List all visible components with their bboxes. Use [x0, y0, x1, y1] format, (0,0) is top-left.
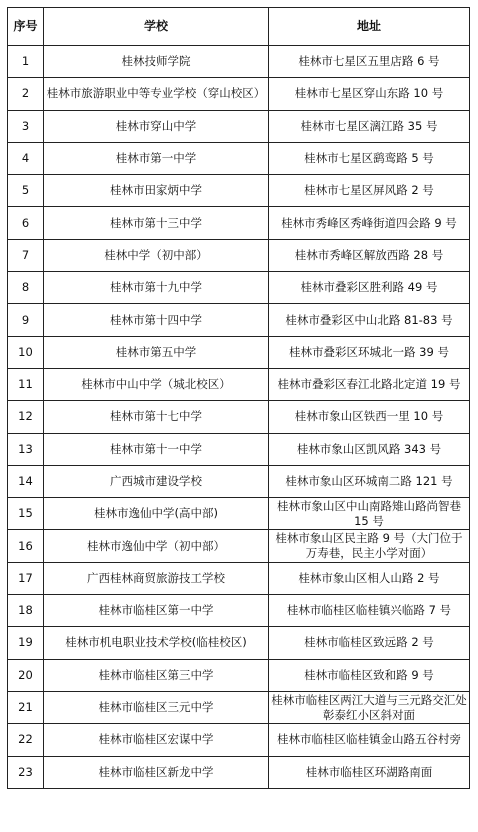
row-index: 14: [8, 465, 44, 497]
row-index: 6: [8, 207, 44, 239]
header-index: 序号: [8, 8, 44, 46]
table-row: [8, 272, 470, 304]
school-address: 桂林市秀峰区解放西路 28 号: [269, 239, 470, 271]
header-row: [8, 8, 470, 46]
row-index: 4: [8, 142, 44, 174]
school-name: 桂林中学（初中部）: [44, 239, 269, 271]
school-name: 桂林市第一中学: [44, 142, 269, 174]
school-address: 桂林市象山区凯风路 343 号: [269, 433, 470, 465]
table-row: [8, 433, 470, 465]
school-address: 桂林市临桂区临桂镇金山路五谷村旁: [269, 724, 470, 756]
row-index: 20: [8, 659, 44, 691]
table-row: [8, 691, 470, 723]
table-row: [8, 175, 470, 207]
school-name: 桂林市逸仙中学（初中部）: [44, 530, 269, 562]
school-address: 桂林市七星区穿山东路 10 号: [269, 78, 470, 110]
table-row: [8, 595, 470, 627]
school-name: 桂林市临桂区三元中学: [44, 691, 269, 723]
row-index: 9: [8, 304, 44, 336]
school-address: 桂林市临桂区致和路 9 号: [269, 659, 470, 691]
table-row: [8, 659, 470, 691]
school-name: 桂林市逸仙中学(高中部): [44, 498, 269, 530]
row-index: 17: [8, 562, 44, 594]
row-index: 15: [8, 498, 44, 530]
header-school: 学校: [44, 8, 269, 46]
row-index: 12: [8, 401, 44, 433]
school-name: 广西桂林商贸旅游技工学校: [44, 562, 269, 594]
school-name: 桂林市第十九中学: [44, 272, 269, 304]
school-address: 桂林市象山区中山南路雉山路尚智巷 15 号: [269, 498, 470, 530]
school-address: 桂林市象山区环城南二路 121 号: [269, 465, 470, 497]
school-address: 桂林市七星区鹞鸾路 5 号: [269, 142, 470, 174]
row-index: 8: [8, 272, 44, 304]
header-address: 地址: [269, 8, 470, 46]
table-row: [8, 530, 470, 562]
school-name: 桂林市临桂区第一中学: [44, 595, 269, 627]
school-name: 桂林市第十三中学: [44, 207, 269, 239]
school-name: 桂林市中山中学（城北校区）: [44, 368, 269, 400]
table-row: [8, 562, 470, 594]
school-address: 桂林市临桂区致远路 2 号: [269, 627, 470, 659]
school-name: 桂林市第十一中学: [44, 433, 269, 465]
row-index: 1: [8, 46, 44, 78]
table-row: [8, 78, 470, 110]
school-name: 桂林市第五中学: [44, 336, 269, 368]
table-row: [8, 465, 470, 497]
school-name: 桂林市田家炳中学: [44, 175, 269, 207]
row-index: 19: [8, 627, 44, 659]
school-name: 桂林市第十四中学: [44, 304, 269, 336]
table-row: [8, 627, 470, 659]
school-address: 桂林市七星区屏风路 2 号: [269, 175, 470, 207]
table-row: [8, 304, 470, 336]
school-name: 桂林市旅游职业中等专业学校（穿山校区）: [44, 78, 269, 110]
table-row: [8, 142, 470, 174]
table-row: [8, 207, 470, 239]
row-index: 22: [8, 724, 44, 756]
school-address: 桂林市秀峰区秀峰街道四会路 9 号: [269, 207, 470, 239]
school-name: 桂林市临桂区宏谋中学: [44, 724, 269, 756]
school-address: 桂林市叠彩区环城北一路 39 号: [269, 336, 470, 368]
school-address: 桂林市七星区漓江路 35 号: [269, 110, 470, 142]
table-row: [8, 498, 470, 530]
school-address: 桂林市临桂区临桂镇兴临路 7 号: [269, 595, 470, 627]
school-name: 桂林市穿山中学: [44, 110, 269, 142]
row-index: 11: [8, 368, 44, 400]
school-address: 桂林市叠彩区春江北路北定道 19 号: [269, 368, 470, 400]
school-address: 桂林市象山区铁西一里 10 号: [269, 401, 470, 433]
table-row: [8, 239, 470, 271]
school-address: 桂林市叠彩区中山北路 81-83 号: [269, 304, 470, 336]
school-name: 桂林市临桂区第三中学: [44, 659, 269, 691]
table-row: [8, 46, 470, 78]
table-row: [8, 401, 470, 433]
table-row: [8, 756, 470, 788]
school-name: 桂林技师学院: [44, 46, 269, 78]
row-index: 16: [8, 530, 44, 562]
row-index: 7: [8, 239, 44, 271]
school-address: 桂林市临桂区环湖路南面: [269, 756, 470, 788]
row-index: 2: [8, 78, 44, 110]
table-row: [8, 724, 470, 756]
school-address: 桂林市象山区相人山路 2 号: [269, 562, 470, 594]
school-name: 桂林市第十七中学: [44, 401, 269, 433]
row-index: 5: [8, 175, 44, 207]
school-address: 桂林市象山区民主路 9 号（大门位于万寿巷，民主小学对面）: [269, 530, 470, 562]
school-name: 广西城市建设学校: [44, 465, 269, 497]
row-index: 21: [8, 691, 44, 723]
table-body: [8, 46, 470, 789]
row-index: 18: [8, 595, 44, 627]
row-index: 23: [8, 756, 44, 788]
school-address: 桂林市叠彩区胜利路 49 号: [269, 272, 470, 304]
school-name: 桂林市临桂区新龙中学: [44, 756, 269, 788]
school-address-table: [7, 7, 470, 789]
school-address: 桂林市七星区五里店路 6 号: [269, 46, 470, 78]
row-index: 13: [8, 433, 44, 465]
row-index: 10: [8, 336, 44, 368]
school-name: 桂林市机电职业技术学校(临桂校区): [44, 627, 269, 659]
school-address: 桂林市临桂区两江大道与三元路交汇处彰泰红小区斜对面: [269, 691, 470, 723]
table-row: [8, 368, 470, 400]
table-row: [8, 336, 470, 368]
table-row: [8, 110, 470, 142]
row-index: 3: [8, 110, 44, 142]
